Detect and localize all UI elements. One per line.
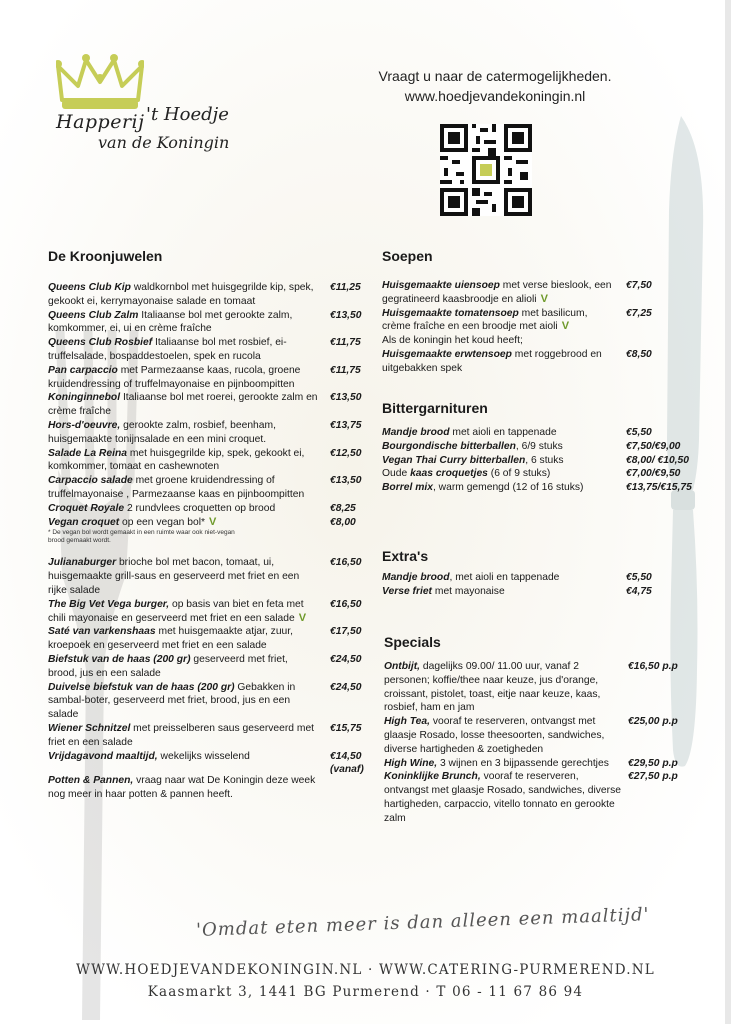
item-name: Biefstuk van de haas (200 gr) bbox=[48, 653, 191, 665]
item-name: Huisgemaakte tomatensoep bbox=[382, 307, 519, 319]
item-price: €8,00/ €10,50 bbox=[626, 454, 689, 466]
item-price: €7,50/€9,00 bbox=[626, 440, 681, 452]
item-desc: vooraf te reserveren, ontvangst met glaasje Rosado, losse theesoorten, sandwiches, diverse hartigheden & zoetigheden bbox=[384, 716, 605, 755]
item-name: kaas croquetjes bbox=[410, 468, 488, 480]
item-name: Koninginnebol bbox=[48, 392, 121, 404]
item-price: €27,50 p.p bbox=[628, 771, 678, 783]
menu-item-potten-pannen bbox=[48, 774, 318, 802]
item-desc: , 6 stuks bbox=[525, 454, 564, 466]
item-name: Mandje brood bbox=[382, 572, 450, 583]
item-price: €7,00/€9,50 bbox=[626, 468, 681, 480]
item-desc: wekelijks wisselend bbox=[157, 750, 250, 762]
menu-item bbox=[48, 364, 361, 392]
menu-item bbox=[384, 757, 678, 771]
item-desc: , 6/9 stuks bbox=[515, 440, 563, 452]
item-name: Huisgemaakte erwtensoep bbox=[382, 348, 512, 360]
item-name: Hors-d'oeuvre, bbox=[48, 419, 121, 431]
menu-item bbox=[382, 454, 689, 468]
item-name: Bourgondische bitterballen bbox=[382, 440, 516, 452]
menu-item bbox=[48, 336, 361, 364]
section-title-kroonjuwelen: De Kroonjuwelen bbox=[48, 248, 163, 264]
menu-item bbox=[48, 419, 362, 447]
menu-item bbox=[384, 770, 678, 825]
extras-section bbox=[382, 548, 652, 599]
menu-item bbox=[48, 722, 362, 750]
item-desc: met aioli en tappenade bbox=[449, 427, 557, 438]
item-price: €13,75/€15,75 bbox=[626, 482, 692, 494]
item-desc: geserveerd met friet, brood, jus en een salade bbox=[48, 653, 288, 679]
item-name: Julianaburger bbox=[48, 557, 117, 569]
menu-item bbox=[382, 426, 652, 440]
bitter-section bbox=[382, 400, 692, 495]
item-desc: met Parmezaanse kaas, rucola, groene kruidendressing of truffelmayonaise en pijnboompitten bbox=[48, 364, 301, 390]
item-price: €16,50 p.p bbox=[628, 661, 678, 672]
item-name: Queens Club Zalm bbox=[48, 309, 139, 321]
item-price: €12,50 bbox=[330, 447, 362, 459]
item-desc: met mayonaise bbox=[432, 585, 505, 597]
menu-item bbox=[384, 660, 678, 715]
item-desc: 3 wijnen en 3 bijpassende gerechtjes bbox=[437, 757, 609, 769]
item-name: High Tea, bbox=[384, 716, 430, 728]
menu-item bbox=[48, 502, 356, 516]
item-desc: (6 of 9 stuks) bbox=[487, 468, 551, 480]
website-link[interactable]: www.hoedjevandekoningin.nl bbox=[404, 88, 586, 104]
item-desc: , warm gemengd (12 of 16 stuks) bbox=[432, 482, 584, 494]
item-name: Croquet Royale bbox=[48, 502, 125, 514]
menu-item bbox=[382, 279, 652, 307]
item-price: €17,50 bbox=[330, 626, 362, 638]
menu-item bbox=[382, 467, 681, 481]
vegetarian-leaf-icon: V bbox=[209, 515, 217, 528]
item-desc: dagelijks 09.00/ 11.00 uur, vanaf 2 personen; koffie/thee naar keuze, jus d'orange, croissant, pistolet, toast, eitje naar keuze, kaas, rosbief, ham en jam bbox=[384, 661, 601, 714]
menu-item bbox=[48, 598, 362, 626]
section-title-bittergarnituren: Bittergarnituren bbox=[382, 400, 488, 416]
item-prefix: Oude bbox=[382, 468, 411, 480]
item-name: Vrijdagavond maaltijd, bbox=[48, 750, 158, 762]
menu-item bbox=[48, 681, 362, 722]
header-text bbox=[360, 66, 630, 106]
crown-icon bbox=[56, 52, 144, 112]
item-desc: gerookte zalm, rosbief, beenham, huisgemaakte tonijnsalade en een mini croquet. bbox=[48, 419, 276, 445]
item-name: Verse friet bbox=[382, 585, 432, 597]
qr-code[interactable] bbox=[440, 124, 532, 216]
item-name: Queens Club Kip bbox=[48, 282, 131, 293]
item-desc: brioche bol met bacon, tomaat, ui, huisgemaakte grill-saus en geserveerd met friet en een rijke salade bbox=[48, 557, 300, 596]
section-title-extras: Extra's bbox=[382, 548, 429, 564]
item-desc: met huisgemaakte atjar, zuur, kroepoek en geserveerd met friet en een salade bbox=[48, 626, 293, 652]
kroonjuwelen-section bbox=[48, 248, 364, 802]
menu-item bbox=[48, 391, 362, 419]
item-name: Huisgemaakte uiensoep bbox=[382, 280, 500, 291]
item-price-value: €14,50 bbox=[330, 750, 362, 762]
right-border bbox=[725, 0, 731, 1024]
footer-websites: WWW.HOEDJEVANDEKONINGIN.NL · WWW.CATERING-PURMEREND.NL bbox=[76, 962, 655, 978]
item-price: €7,25 bbox=[626, 307, 652, 319]
menu-item bbox=[48, 474, 362, 502]
vegetarian-leaf-icon: V bbox=[561, 320, 570, 333]
item-price: €11,25 bbox=[330, 282, 361, 293]
item-name: Pan carpaccio bbox=[48, 364, 118, 376]
menu-item bbox=[382, 585, 652, 599]
item-name: Vegan Thai Curry bitterballen bbox=[382, 454, 526, 466]
menu-item bbox=[48, 750, 364, 776]
logo-hoedje: 't Hoedje bbox=[146, 104, 229, 125]
slogan: 'Omdat eten meer is dan alleen een maaltijd' bbox=[195, 904, 650, 941]
footer-address: Kaasmarkt 3, 1441 BG Purmerend · T 06 - 11 67 86 94 bbox=[147, 984, 584, 1000]
item-name: Saté van varkenshaas bbox=[48, 626, 156, 638]
item-desc: Italiaanse bol met rosbief, ei-truffelsalade, bospaddestoelen, spek en rucola bbox=[48, 337, 287, 362]
vegan-note: * De vegan bol wordt gemaakt in een ruimte waar ook niet-vegan brood gemaakt wordt. bbox=[48, 529, 235, 545]
item-name: Vegan croquet bbox=[48, 516, 120, 528]
section-title-soepen: Soepen bbox=[382, 248, 433, 264]
item-name: Carpaccio salade bbox=[48, 475, 133, 487]
menu-item-vegan-croquet bbox=[48, 515, 356, 530]
item-desc: met roggebrood en uitgebakken spek bbox=[382, 348, 602, 374]
menu-item bbox=[48, 447, 362, 475]
item-name: Mandje brood bbox=[382, 427, 450, 438]
menu-item bbox=[382, 307, 652, 348]
item-price: €15,75 bbox=[330, 722, 362, 734]
item-desc: Italiaanse bol met roerei, gerookte zalm en crème fraîche bbox=[48, 392, 318, 418]
item-price: €16,50 bbox=[330, 598, 362, 610]
menu-item bbox=[48, 309, 362, 337]
soepen-section bbox=[382, 248, 652, 376]
menu-item bbox=[384, 715, 678, 756]
item-desc: met preisselberen saus geserveerd met friet en een salade bbox=[48, 722, 315, 748]
item-name: Salade La Reina bbox=[48, 447, 127, 459]
menu-item bbox=[382, 571, 652, 585]
item-price: €24,50 bbox=[330, 681, 362, 693]
item-price: €8,25 bbox=[330, 502, 356, 514]
item-desc: met groene kruidendressing of truffelmayonaise , Parmezaanse kaas en pijnboompitten bbox=[48, 475, 305, 500]
item-name: Wiener Schnitzel bbox=[48, 722, 131, 734]
item-name: Koninklijke Brunch, bbox=[384, 771, 481, 783]
item-desc: vraag naar wat De Koningin deze week nog meer in haar potten & pannen heeft. bbox=[48, 775, 316, 801]
item-desc: waldkornbol met huisgegrilde kip, spek, gekookt ei, kerrymayonaise salade en tomaat bbox=[48, 282, 314, 307]
item-desc: met huisgegrilde kip, spek, gekookt ei, komkommer, tomaat en cashewnoten bbox=[48, 447, 305, 473]
item-price: €16,50 bbox=[330, 557, 362, 569]
item-name: Potten & Pannen, bbox=[48, 775, 134, 787]
item-desc: 2 rundvlees croquetten op brood bbox=[124, 502, 276, 514]
item-desc: op basis van biet en feta met chili mayonaise en geserveerd met friet en een salade bbox=[48, 598, 304, 624]
item-name: Queens Club Rosbief bbox=[48, 337, 153, 349]
item-price: €25,00 p.p bbox=[628, 716, 678, 728]
menu-item bbox=[382, 481, 692, 495]
item-price bbox=[330, 750, 364, 778]
item-name: Ontbijt, bbox=[384, 661, 421, 672]
item-name: The Big Vet Vega burger, bbox=[48, 598, 170, 610]
item-price: €29,50 p.p bbox=[628, 757, 678, 769]
item-price: €4,75 bbox=[626, 585, 652, 597]
item-desc: met verse bieslook, een gegratineerd kaasbroodje en alioli bbox=[382, 280, 612, 305]
item-desc: op een vegan bol* bbox=[119, 516, 206, 528]
item-name: Duivelse biefstuk van de haas (200 gr) bbox=[48, 681, 235, 693]
item-price: €13,50 bbox=[330, 392, 362, 404]
item-desc: vooraf te reserveren, ontvangst met glaasje Rosado, sandwiches, diverse hartigheden, carpaccio, vitello tonnato en gerookte zalm bbox=[384, 771, 621, 824]
vegetarian-leaf-icon: V bbox=[298, 611, 307, 624]
item-price: €8,50 bbox=[626, 348, 652, 360]
menu-item bbox=[48, 281, 361, 309]
item-price: €11,75 bbox=[330, 364, 361, 376]
vegetarian-leaf-icon: V bbox=[540, 292, 548, 305]
item-price: €24,50 bbox=[330, 653, 362, 665]
item-desc: Gebakken in sambal-boter, geserveerd met friet, brood, jus en een salade bbox=[48, 681, 296, 721]
item-extra-line: Als de koningin het koud heeft; bbox=[382, 335, 523, 347]
menu-item bbox=[382, 440, 681, 454]
specials-section bbox=[384, 634, 678, 826]
item-price: €13,75 bbox=[330, 419, 362, 431]
section-title-specials: Specials bbox=[384, 634, 441, 650]
item-price: €13,50 bbox=[330, 475, 362, 487]
item-desc: Italiaanse bol met gerookte zalm, komkommer, ei, ui en crème fraîche bbox=[48, 309, 293, 335]
menu-item bbox=[48, 625, 362, 653]
item-price-note: (vanaf) bbox=[330, 764, 364, 776]
logo bbox=[48, 48, 288, 168]
logo-happerij: Happerij bbox=[56, 111, 145, 133]
item-price: €8,00 bbox=[330, 516, 356, 528]
logo-koningin: van de Koningin bbox=[98, 133, 230, 152]
item-desc: , met aioli en tappenade bbox=[449, 572, 560, 583]
catering-line: Vraagt u naar de catermogelijkheden. bbox=[378, 68, 612, 84]
menu-item bbox=[48, 653, 362, 681]
menu-item bbox=[48, 556, 362, 597]
item-name: Borrel mix bbox=[382, 482, 433, 494]
item-price: €5,50 bbox=[626, 572, 652, 583]
item-desc: met basilicum, crème fraîche en een broodje met aioli bbox=[382, 307, 588, 333]
item-price: €5,50 bbox=[626, 427, 652, 438]
item-price: €13,50 bbox=[330, 309, 362, 321]
item-name: High Wine, bbox=[384, 757, 438, 769]
item-price: €7,50 bbox=[626, 280, 652, 291]
menu-item bbox=[382, 348, 652, 376]
item-price: €11,75 bbox=[330, 337, 361, 349]
